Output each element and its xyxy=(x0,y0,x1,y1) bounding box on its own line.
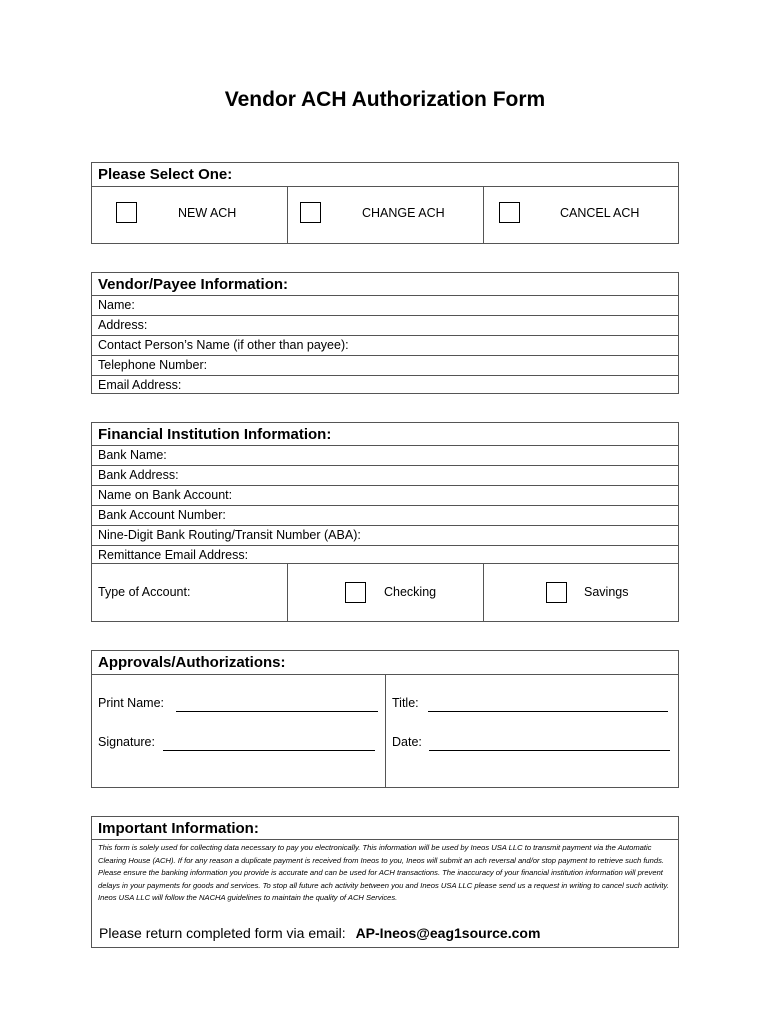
title-label: Title: xyxy=(392,696,419,710)
email-field[interactable]: Email Address: xyxy=(92,375,678,395)
vendor-address-field[interactable]: Address: xyxy=(92,315,678,335)
account-number-field[interactable]: Bank Account Number: xyxy=(92,505,678,525)
bank-address-field[interactable]: Bank Address: xyxy=(92,465,678,485)
change-ach-label: CHANGE ACH xyxy=(362,206,445,220)
cancel-ach-checkbox[interactable] xyxy=(499,202,520,223)
form-title: Vendor ACH Authorization Form xyxy=(224,88,546,111)
savings-checkbox[interactable] xyxy=(546,582,567,603)
telephone-field[interactable]: Telephone Number: xyxy=(92,355,678,375)
bank-section xyxy=(91,422,679,622)
bank-name-field[interactable]: Bank Name: xyxy=(92,445,678,465)
change-ach-checkbox[interactable] xyxy=(300,202,321,223)
approvals-header: Approvals/Authorizations: xyxy=(98,654,286,671)
vendor-name-field[interactable]: Name: xyxy=(92,295,678,315)
select-one-header: Please Select One: xyxy=(98,166,233,183)
remittance-email-field[interactable]: Remittance Email Address: xyxy=(92,545,678,565)
return-instructions: Please return completed form via email: xyxy=(99,925,346,941)
new-ach-checkbox[interactable] xyxy=(116,202,137,223)
title-line[interactable] xyxy=(428,711,668,712)
date-line[interactable] xyxy=(429,750,670,751)
routing-number-field[interactable]: Nine-Digit Bank Routing/Transit Number (ABA): xyxy=(92,525,678,545)
checking-checkbox[interactable] xyxy=(345,582,366,603)
vendor-header: Vendor/Payee Information: xyxy=(98,276,289,293)
name-on-account-field[interactable]: Name on Bank Account: xyxy=(92,485,678,505)
select-one-section xyxy=(91,162,679,244)
print-name-label: Print Name: xyxy=(98,696,164,710)
important-section xyxy=(91,816,679,948)
vendor-section xyxy=(91,272,679,394)
bank-header: Financial Institution Information: xyxy=(98,426,332,443)
important-header: Important Information: xyxy=(98,820,259,837)
account-type-label: Type of Account: xyxy=(98,585,191,599)
return-email[interactable]: AP-Ineos@eag1source.com xyxy=(355,925,541,941)
approvals-section xyxy=(91,650,679,788)
date-label: Date: xyxy=(392,735,422,749)
cancel-ach-label: CANCEL ACH xyxy=(560,206,640,220)
contact-person-field[interactable]: Contact Person’s Name (if other than payee): xyxy=(92,335,678,355)
important-body-text: This form is solely used for collecting data necessary to pay you electronically. This information will be used by Ineos USA LLC to transmit payment via the Automatic Clearing House (ACH). If for any reason a duplicate payment is received from Ineos to you, Ineos will submit an ach reversal and/or stop payment to retrieve such funds. Please ensure the banking information you provide is accurate and can be used for ACH transactions. The inaccuracy of your financial institution information will prevent delays in your payments for goods and services. To stop all future ach activity between you and Ineos USA LLC please send us a request in writing to cancel such activity. Ineos USA LLC will follow the NACHA guidelines to maintain the quality of ACH Services. xyxy=(98,843,669,903)
new-ach-label: NEW ACH xyxy=(178,206,237,220)
checking-label: Checking xyxy=(384,585,437,599)
signature-line[interactable] xyxy=(163,750,375,751)
savings-label: Savings xyxy=(584,585,629,599)
signature-label: Signature: xyxy=(98,735,155,749)
print-name-line[interactable] xyxy=(176,711,378,712)
